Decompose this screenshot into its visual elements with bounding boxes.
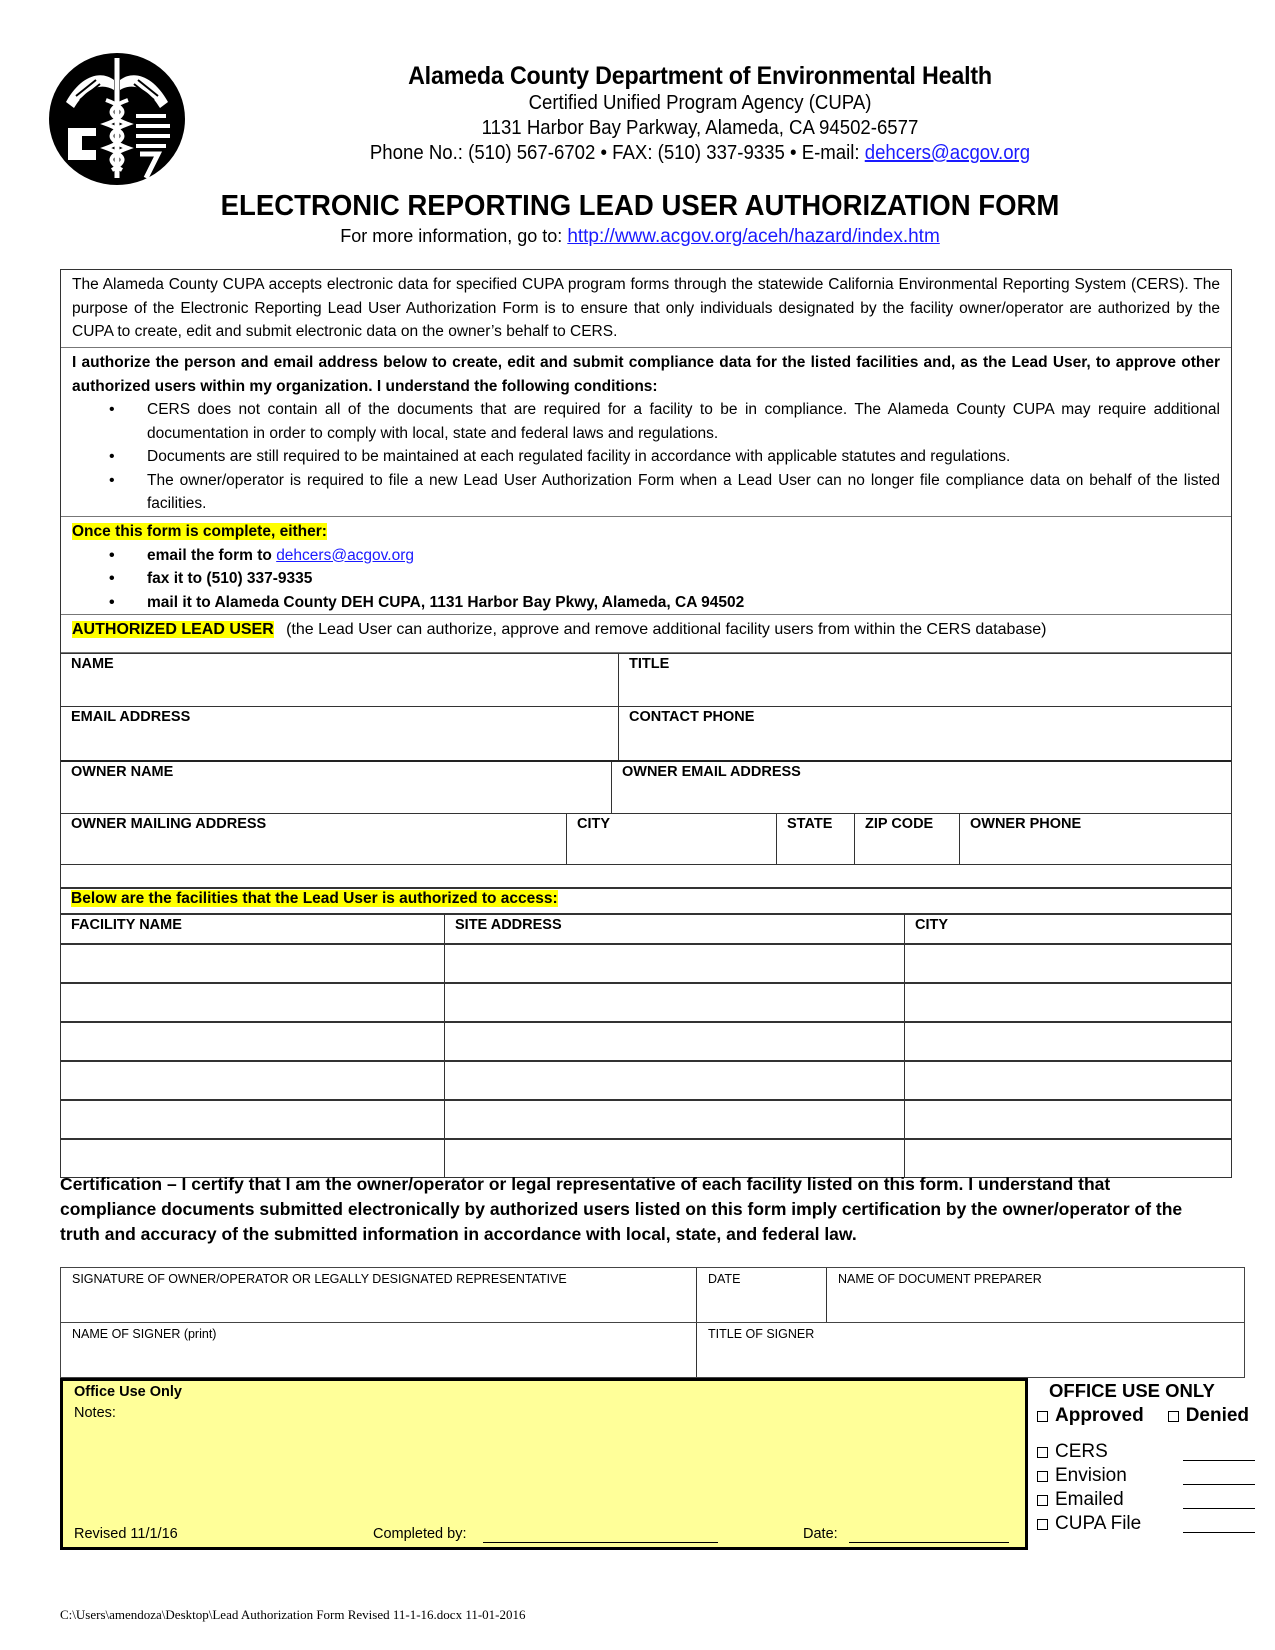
title-field[interactable]: TITLE (629, 656, 670, 672)
owner-email-field[interactable]: OWNER EMAIL ADDRESS (622, 764, 801, 780)
checklist-item-emailed: Emailed (1035, 1488, 1255, 1512)
authorization-section (61, 348, 1231, 517)
submission-heading: Once this form is complete, either: (72, 523, 327, 540)
envision-initials-line[interactable] (1183, 1484, 1255, 1485)
owner-zip-field[interactable]: ZIP CODE (855, 814, 960, 864)
facility-row (61, 1021, 1231, 1060)
city-input[interactable] (905, 1101, 1231, 1138)
document-preparer-field[interactable]: NAME OF DOCUMENT PREPARER (838, 1272, 1042, 1286)
condition-item: • Documents are still required to be maintained at each regulated facility in accordance with applicable statutes and regulations. (72, 445, 1220, 469)
submission-section (61, 517, 1231, 615)
office-use-panel-title: OFFICE USE ONLY (1049, 1380, 1215, 1401)
facilities-header-row (61, 913, 1231, 943)
office-use-notes-box (60, 1378, 1028, 1550)
info-url-link[interactable]: http://www.acgov.org/aceh/hazard/index.htm (567, 226, 940, 247)
submission-email-link[interactable]: dehcers@acgov.org (276, 546, 414, 564)
facilities-heading-row (61, 887, 1231, 913)
authorization-statement: I authorize the person and email address below to create, edit and submit compliance data for the listed facilities and, as the Lead User, to approve other authorized users within my organization. I understand the following conditions: (72, 354, 1220, 395)
decision-row (1035, 1404, 1255, 1428)
city-input[interactable] (905, 1062, 1231, 1099)
col-city: CITY (915, 917, 949, 933)
conditions-list (72, 398, 1220, 516)
cupa-file-checkbox[interactable] (1037, 1519, 1048, 1530)
completed-by-label: Completed by: (373, 1526, 467, 1542)
certification-text: Certification – I certify that I am the owner/operator or legal representative of each facility listed on this form. I understand that compliance documents submitted electronically by authorized users listed on this form imply certification by the owner/operator of the truth and accuracy of the submitted information in accordance with local, state, and federal law. (60, 1174, 1183, 1244)
office-date-label: Date: (803, 1526, 838, 1542)
lead-user-heading-row (61, 615, 1231, 653)
footer-file-path: C:\Users\amendoza\Desktop\Lead Authorization Form Revised 11-1-16.docx 11-01-2016 (60, 1607, 526, 1622)
col-facility-name: FACILITY NAME (61, 915, 445, 943)
email-address-field[interactable]: EMAIL ADDRESS (61, 707, 619, 760)
owner-name-field[interactable]: OWNER NAME (61, 762, 612, 813)
submission-item-fax: • fax it to (510) 337-9335 (72, 567, 1220, 591)
approved-label: Approved (1055, 1405, 1144, 1426)
emailed-checkbox[interactable] (1037, 1495, 1048, 1506)
city-input[interactable] (905, 945, 1231, 982)
submission-item-email: • email the form to dehcers@acgov.org (72, 544, 1220, 568)
cers-checkbox[interactable] (1037, 1447, 1048, 1458)
site-address-input[interactable] (445, 945, 905, 982)
denied-checkbox[interactable] (1168, 1411, 1179, 1422)
info-prefix: For more information, go to: (340, 226, 568, 246)
office-use-heading: Office Use Only (74, 1384, 182, 1400)
lead-user-heading: AUTHORIZED LEAD USER (72, 621, 274, 638)
col-site-address: SITE ADDRESS (445, 915, 905, 943)
signature-row-1 (61, 1268, 1244, 1322)
facility-row (61, 1099, 1231, 1138)
lead-user-row-1 (61, 653, 1231, 706)
condition-item: • The owner/operator is required to file a new Lead User Authorization Form when a Lead User can no longer file compliance data on behalf of the listed facilities. (72, 469, 1220, 516)
signature-table (60, 1267, 1245, 1378)
facility-name-input[interactable] (61, 1023, 445, 1060)
condition-item: • CERS does not contain all of the documents that are required for a facility to be in compliance. The Alameda County CUPA may require additional documentation in order to comply with local, state and federal laws and regulations. (72, 398, 1220, 445)
completed-by-line[interactable] (483, 1542, 718, 1543)
intro-section (61, 270, 1231, 348)
cupa-file-initials-line[interactable] (1183, 1532, 1255, 1533)
signer-name-field[interactable]: NAME OF SIGNER (print) (61, 1323, 697, 1377)
intro-text: The Alameda County CUPA accepts electronic data for specified CUPA program forms through the statewide California Environmental Reporting System (CERS). The purpose of the Electronic Reporting Lead User Authorization Form is to ensure that only individuals designated by the facility owner/operator are authorized by the CUPA to create, edit and submit electronic data on the owner’s behalf to CERS. (72, 276, 1220, 340)
signature-field[interactable]: SIGNATURE OF OWNER/OPERATOR OR LEGALLY DESIGNATED REPRESENTATIVE (61, 1268, 697, 1322)
caduceus-seal-icon (46, 50, 188, 188)
signer-title-field[interactable]: TITLE OF SIGNER (708, 1327, 815, 1341)
contact-phone-field[interactable]: CONTACT PHONE (629, 709, 755, 725)
page-title: ELECTRONIC REPORTING LEAD USER AUTHORIZATION FORM (220, 190, 1060, 222)
org-address: 1131 Harbor Bay Parkway, Alameda, CA 94502-6577 (481, 117, 919, 139)
owner-city-field[interactable]: CITY (567, 814, 777, 864)
office-date-line[interactable] (849, 1542, 1009, 1543)
submission-item-mail: • mail it to Alameda County DEH CUPA, 1131 Harbor Bay Pkwy, Alameda, CA 94502 (72, 591, 1220, 615)
facility-name-input[interactable] (61, 1062, 445, 1099)
city-input[interactable] (905, 1023, 1231, 1060)
owner-state-field[interactable]: STATE (777, 814, 855, 864)
site-address-input[interactable] (445, 984, 905, 1021)
owner-mailing-address-field[interactable]: OWNER MAILING ADDRESS (61, 814, 567, 864)
phone-fax-text: Phone No.: (510) 567-6702 • FAX: (510) 337-9335 • E-mail: (369, 142, 865, 164)
owner-row-2 (61, 813, 1231, 864)
approved-checkbox[interactable] (1037, 1411, 1048, 1422)
facilities-heading: Below are the facilities that the Lead User is authorized to access: (71, 890, 558, 907)
facility-name-input[interactable] (61, 945, 445, 982)
name-field[interactable]: NAME (61, 654, 619, 706)
notes-label: Notes: (74, 1405, 116, 1421)
org-subtitle: Certified Unified Program Agency (CUPA) (528, 92, 872, 114)
facility-row (61, 1060, 1231, 1099)
site-address-input[interactable] (445, 1101, 905, 1138)
facility-name-input[interactable] (61, 984, 445, 1021)
facility-row (61, 943, 1231, 982)
submission-list (72, 544, 1220, 615)
envision-checkbox[interactable] (1037, 1471, 1048, 1482)
cers-initials-line[interactable] (1183, 1460, 1255, 1461)
city-input[interactable] (905, 984, 1231, 1021)
lead-user-note: (the Lead User can authorize, approve and remove additional facility users from within the CERS database) (286, 621, 1047, 638)
info-line (40, 226, 1240, 248)
site-address-input[interactable] (445, 1062, 905, 1099)
org-contact-line (272, 142, 1128, 165)
org-name: Alameda County Department of Environmental Health (408, 62, 992, 90)
checklist-item-cers: CERS (1035, 1440, 1255, 1464)
email-link[interactable]: dehcers@acgov.org (864, 142, 1031, 164)
signature-row-2 (61, 1322, 1244, 1377)
owner-phone-field[interactable]: OWNER PHONE (970, 816, 1082, 832)
checklist-item-envision: Envision (1035, 1464, 1255, 1488)
facility-row (61, 982, 1231, 1021)
instructions-and-lead-user-box (60, 269, 1232, 1178)
revised-date: Revised 11/1/16 (74, 1526, 178, 1542)
checklist-item-cupa-file: CUPA File (1035, 1512, 1255, 1536)
emailed-initials-line[interactable] (1183, 1508, 1255, 1509)
site-address-input[interactable] (445, 1023, 905, 1060)
facility-name-input[interactable] (61, 1101, 445, 1138)
spacer-row (61, 864, 1231, 887)
date-field[interactable]: DATE (697, 1268, 827, 1322)
office-use-status-panel (1035, 1380, 1255, 1536)
denied-label: Denied (1185, 1405, 1250, 1426)
lead-user-row-2 (61, 706, 1231, 760)
owner-row-1 (61, 760, 1231, 813)
